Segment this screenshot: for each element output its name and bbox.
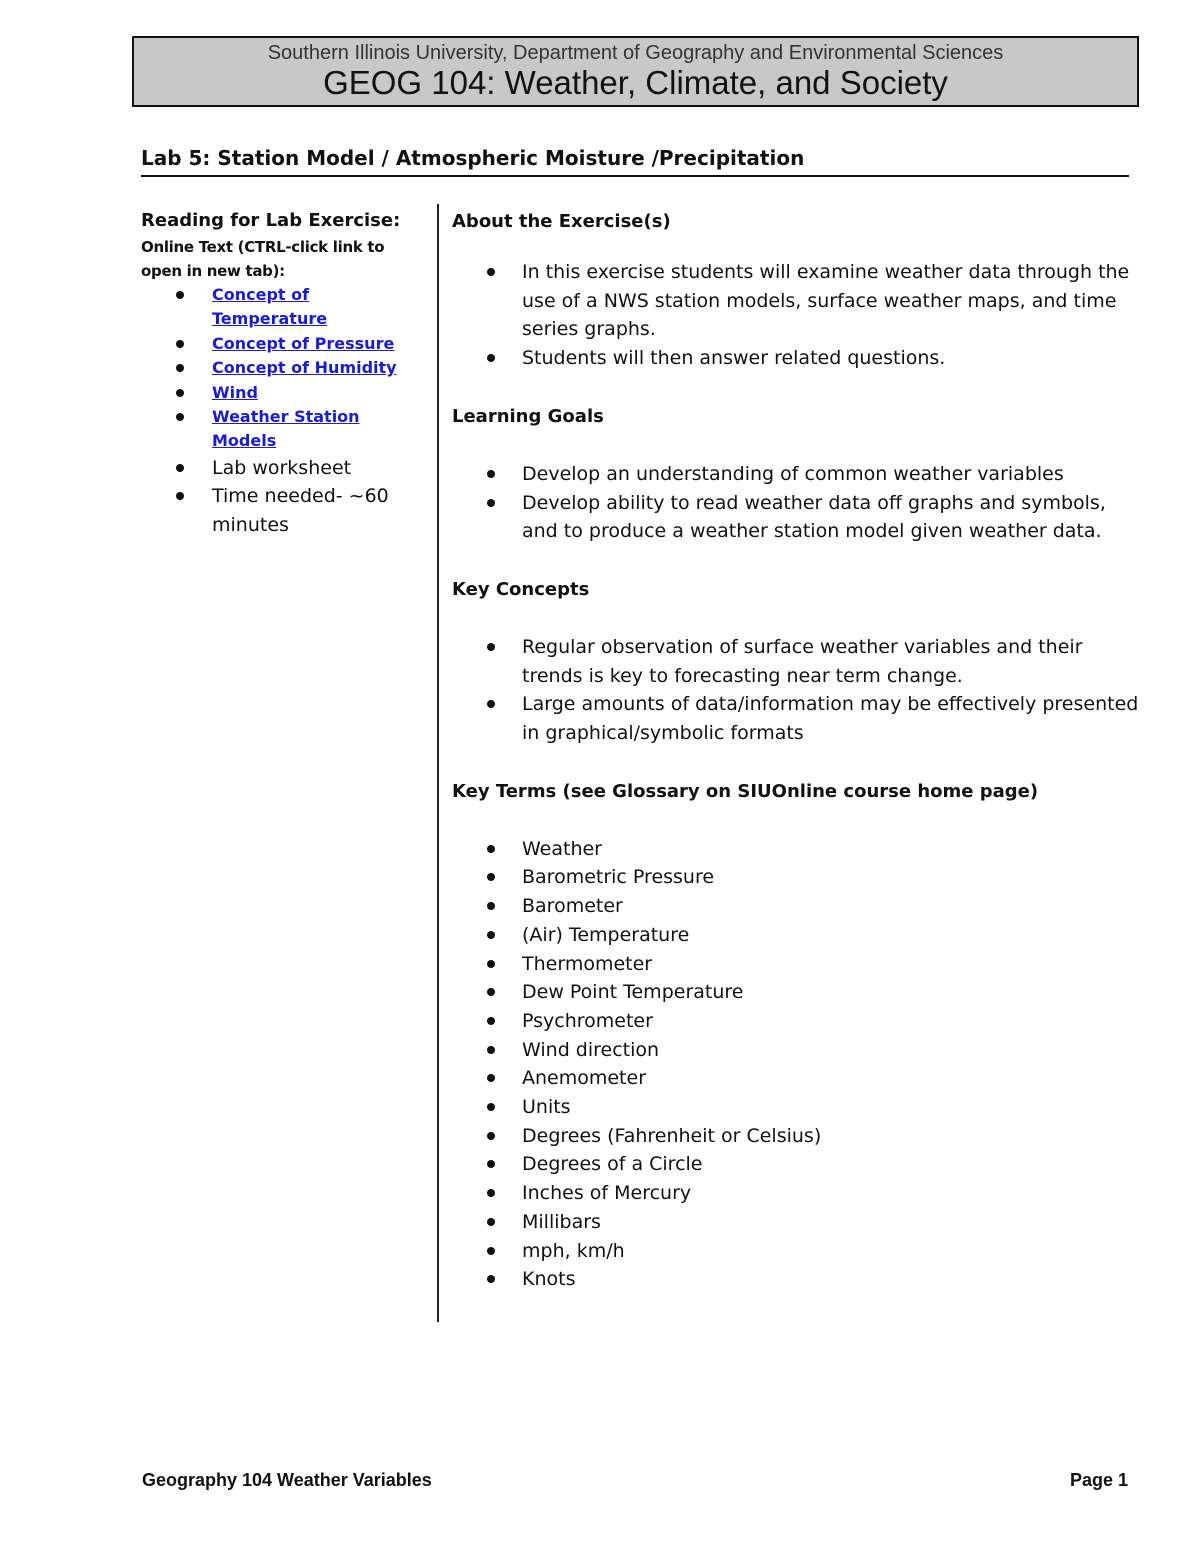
list-item bbox=[452, 1064, 1142, 1093]
bullet-icon bbox=[487, 499, 495, 507]
key-term-text: Degrees (Fahrenheit or Celsius) bbox=[522, 1124, 822, 1147]
bullet-icon bbox=[487, 354, 495, 362]
link-weather-station-models[interactable]: Weather Station Models bbox=[212, 407, 360, 451]
reading-link-pressure bbox=[141, 332, 426, 356]
column-divider bbox=[437, 204, 439, 1322]
lab-title: Lab 5: Station Model / Atmospheric Moisture /Precipitation bbox=[141, 144, 1129, 177]
list-item bbox=[452, 460, 1142, 489]
bullet-icon bbox=[487, 1046, 495, 1054]
bullet-icon bbox=[487, 1103, 495, 1111]
list-item-text: Regular observation of surface weather variables and their trends is key to forecasting near term change. bbox=[522, 635, 1083, 687]
goals-heading: Learning Goals bbox=[452, 405, 604, 427]
key-term-text: Anemometer bbox=[522, 1067, 647, 1090]
bullet-icon bbox=[487, 960, 495, 968]
link-concept-of-pressure[interactable]: Concept of Pressure bbox=[212, 333, 395, 353]
bullet-icon bbox=[487, 1160, 495, 1168]
list-item-text: Large amounts of data/information may be effectively presented in graphical/symbolic formats bbox=[522, 693, 1139, 745]
list-item-text: Develop ability to read weather data off graphs and symbols, and to produce a weather station model given weather data. bbox=[522, 491, 1106, 543]
link-concept-of-temperature[interactable]: Concept of Temperature bbox=[212, 285, 328, 329]
list-item bbox=[452, 892, 1142, 921]
list-item bbox=[452, 1237, 1142, 1266]
list-item bbox=[452, 344, 1142, 373]
list-item bbox=[452, 258, 1142, 344]
bullet-icon bbox=[487, 1247, 495, 1255]
bullet-icon bbox=[487, 1017, 495, 1025]
bullet-icon bbox=[176, 389, 184, 397]
bullet-icon bbox=[487, 470, 495, 478]
key-term-text: Inches of Mercury bbox=[522, 1182, 692, 1205]
reading-list bbox=[141, 283, 426, 540]
key-term-text: Barometric Pressure bbox=[522, 866, 715, 889]
concepts-list bbox=[452, 633, 1142, 748]
key-term-text: Degrees of a Circle bbox=[522, 1153, 703, 1176]
bullet-icon bbox=[487, 1218, 495, 1226]
key-term-text: Weather bbox=[522, 837, 602, 860]
bullet-icon bbox=[487, 268, 495, 276]
reading-link-temperature bbox=[141, 283, 426, 332]
list-item bbox=[452, 950, 1142, 979]
exercise-column bbox=[452, 207, 1142, 1294]
bullet-icon bbox=[176, 340, 184, 348]
bullet-icon bbox=[487, 643, 495, 651]
key-term-text: Units bbox=[522, 1096, 571, 1119]
list-item bbox=[141, 454, 426, 483]
footer-page-number: Page 1 bbox=[1069, 1470, 1128, 1490]
goals-list bbox=[452, 460, 1142, 546]
concepts-heading: Key Concepts bbox=[452, 578, 590, 600]
list-item bbox=[452, 921, 1142, 950]
reading-heading: Reading for Lab Exercise: bbox=[141, 210, 401, 231]
list-item bbox=[452, 1007, 1142, 1036]
bullet-icon bbox=[487, 988, 495, 996]
bullet-icon bbox=[176, 492, 184, 500]
about-list bbox=[452, 258, 1142, 373]
list-item-text: Students will then answer related questions. bbox=[522, 347, 946, 370]
bullet-icon bbox=[176, 464, 184, 472]
key-term-text: mph, km/h bbox=[522, 1239, 625, 1262]
key-term-text: Barometer bbox=[522, 895, 623, 918]
header-subtitle: Southern Illinois University, Department of Geography and Environmental Sciences bbox=[267, 42, 1004, 64]
about-heading: About the Exercise(s) bbox=[452, 211, 671, 232]
link-concept-of-humidity[interactable]: Concept of Humidity bbox=[212, 358, 397, 378]
key-term-text: Thermometer bbox=[522, 952, 653, 975]
key-term-text: Millibars bbox=[522, 1210, 601, 1233]
time-needed-text: Time needed- ~60 minutes bbox=[212, 485, 389, 537]
list-item bbox=[452, 1093, 1142, 1122]
list-item bbox=[452, 1179, 1142, 1208]
terms-heading: Key Terms (see Glossary on SIUOnline course home page) bbox=[452, 780, 1039, 802]
bullet-icon bbox=[487, 1189, 495, 1197]
reading-column bbox=[141, 207, 426, 540]
list-item bbox=[452, 633, 1142, 690]
list-item bbox=[452, 863, 1142, 892]
list-item-text: Develop an understanding of common weather variables bbox=[522, 462, 1064, 485]
list-item-text: In this exercise students will examine weather data through the use of a NWS station models, surface weather maps, and time series graphs. bbox=[522, 261, 1130, 341]
list-item bbox=[452, 1122, 1142, 1151]
bullet-icon bbox=[176, 291, 184, 299]
list-item bbox=[452, 1150, 1142, 1179]
key-term-text: (Air) Temperature bbox=[522, 923, 690, 946]
bullet-icon bbox=[176, 364, 184, 372]
key-term-text: Wind direction bbox=[522, 1038, 660, 1061]
list-item bbox=[452, 1036, 1142, 1065]
link-wind[interactable]: Wind bbox=[212, 382, 258, 402]
reading-link-station-models bbox=[141, 405, 426, 454]
lab-worksheet-text: Lab worksheet bbox=[212, 456, 352, 479]
footer-course: Geography 104 Weather Variables bbox=[142, 1470, 432, 1490]
bullet-icon bbox=[487, 700, 495, 708]
bullet-icon bbox=[487, 1132, 495, 1140]
header-title: GEOG 104: Weather, Climate, and Society bbox=[323, 64, 948, 101]
bullet-icon bbox=[487, 902, 495, 910]
bullet-icon bbox=[487, 873, 495, 881]
key-term-text: Knots bbox=[522, 1268, 576, 1291]
bullet-icon bbox=[176, 413, 184, 421]
list-item bbox=[452, 690, 1142, 747]
bullet-icon bbox=[487, 1074, 495, 1082]
terms-list bbox=[452, 835, 1142, 1294]
bullet-icon bbox=[487, 845, 495, 853]
reading-note: Online Text (CTRL-click link to open in new tab): bbox=[141, 238, 385, 280]
key-term-text: Psychrometer bbox=[522, 1009, 653, 1032]
list-item bbox=[452, 1208, 1142, 1237]
bullet-icon bbox=[487, 931, 495, 939]
list-item bbox=[141, 482, 426, 539]
key-term-text: Dew Point Temperature bbox=[522, 981, 744, 1004]
list-item bbox=[452, 489, 1142, 546]
reading-link-humidity bbox=[141, 356, 426, 380]
reading-link-wind bbox=[141, 381, 426, 405]
header-box bbox=[132, 36, 1139, 107]
list-item bbox=[452, 835, 1142, 864]
list-item bbox=[452, 978, 1142, 1007]
list-item bbox=[452, 1265, 1142, 1294]
bullet-icon bbox=[487, 1275, 495, 1283]
